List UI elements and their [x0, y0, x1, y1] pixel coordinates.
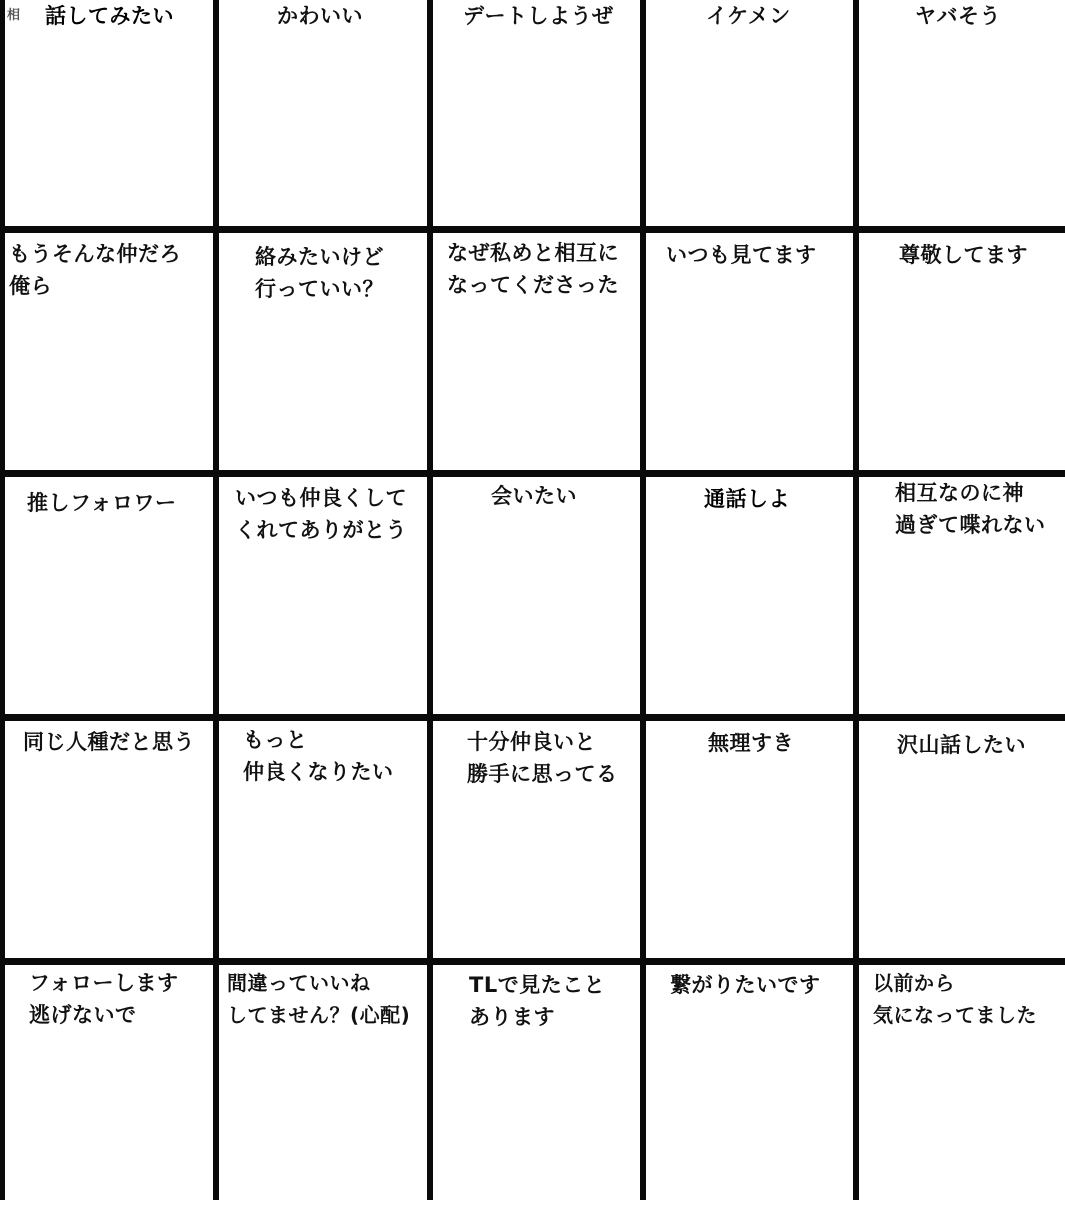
- cell-label: もうそんな仲だろ 俺ら: [9, 242, 181, 298]
- cell-label: 以前から 気になってました: [873, 971, 1037, 1027]
- corner-mark: 相: [7, 8, 21, 23]
- cell-label: ヤバそう: [915, 4, 1001, 28]
- cell-label: 相互なのに神 過ぎて喋れない: [895, 481, 1046, 537]
- cell-label: かわいい: [277, 4, 363, 28]
- cell-label: 絡みたいけど 行っていい？: [255, 245, 384, 301]
- grid-cell: [5, 477, 213, 714]
- cell-label: もっと 仲良くなりたい: [243, 728, 394, 784]
- cell-label: 同じ人種だと思う: [23, 730, 195, 754]
- grid-cell: [219, 0, 427, 226]
- grid-cell: [5, 0, 213, 226]
- cell-label: 沢山話したい: [897, 733, 1026, 757]
- grid-cell: [5, 965, 213, 1215]
- cell-label: 話してみたい: [45, 4, 174, 28]
- cell-label: TLで見たこと あります: [469, 973, 606, 1029]
- grid-cell: [219, 721, 427, 958]
- grid-cell: [433, 721, 640, 958]
- grid-cell: [646, 721, 853, 958]
- cell-label: デートしようぜ: [463, 4, 614, 28]
- cell-label: なぜ私めと相互に なってくださった: [447, 241, 619, 297]
- grid-cell: [859, 721, 1065, 958]
- grid-cell: [433, 233, 640, 470]
- grid-cell: [646, 477, 853, 714]
- cell-label: 尊敬してます: [899, 243, 1028, 267]
- grid-cell: [433, 0, 640, 226]
- cell-label: 通話しよ: [704, 487, 790, 511]
- cell-label: 会いたい: [491, 484, 577, 508]
- grid-cell: [219, 233, 427, 470]
- cell-label: イケメン: [706, 4, 791, 28]
- cell-label: 十分仲良いと 勝手に思ってる: [467, 730, 618, 786]
- grid-cell: [859, 233, 1065, 470]
- grid-cell: [646, 0, 853, 226]
- grid-cell: [219, 965, 427, 1215]
- cell-label: フォローします 逃げないで: [29, 971, 179, 1027]
- cell-label: 間違っていいね してません？(心配): [227, 971, 411, 1027]
- cell-label: 推しフォロワー: [27, 491, 177, 515]
- grid-cell: [646, 965, 853, 1215]
- cell-label: いつも見てます: [666, 243, 817, 267]
- grid-cell: [646, 233, 853, 470]
- grid-cell: [859, 965, 1065, 1215]
- grid-cell: [5, 721, 213, 958]
- grid-cell: [5, 233, 213, 470]
- grid-cell: [219, 477, 427, 714]
- grid-cell: [433, 965, 640, 1215]
- cell-label: 繋がりたいです: [670, 973, 821, 997]
- grid-cell: [859, 0, 1065, 226]
- cell-label: いつも仲良くして くれてありがとう: [235, 486, 407, 542]
- grid-cell: [859, 477, 1065, 714]
- cell-label: 無理すき: [708, 731, 794, 755]
- grid-cell: [433, 477, 640, 714]
